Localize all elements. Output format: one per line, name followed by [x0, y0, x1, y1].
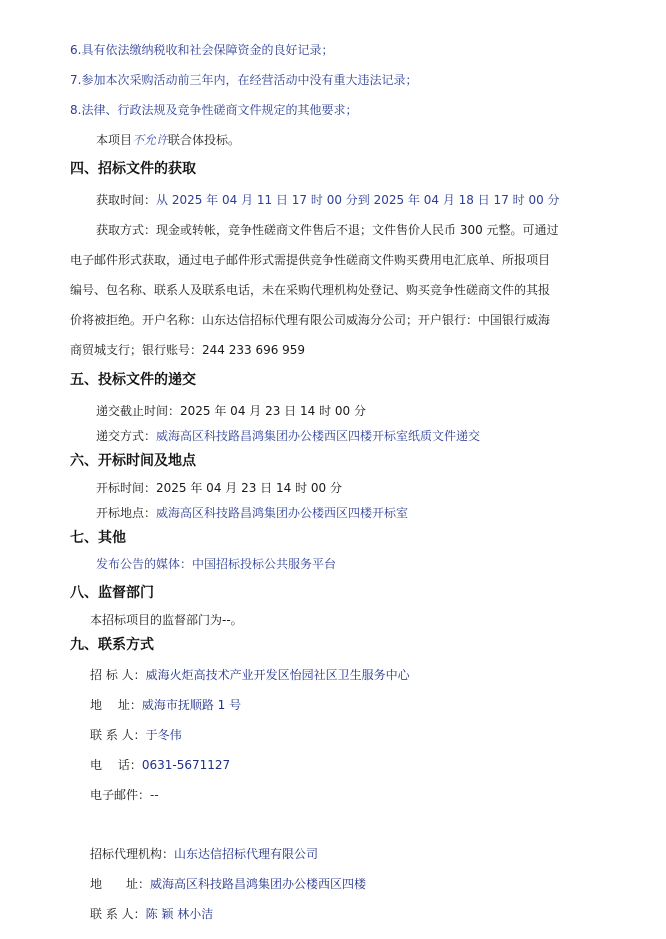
tenderer-contact-label: 联 系 人： — [90, 728, 146, 742]
opening-place-label: 开标地点： — [96, 506, 157, 520]
tenderer-value: 威海火炬高技术产业开发区怡园社区卫生服务中心 — [145, 668, 410, 682]
requirement-6: 6.具有依法缴纳税收和社会保障资金的良好记录； — [70, 43, 334, 57]
requirement-7: 7.参加本次采购活动前三年内，在经营活动中没有重大违法记录； — [70, 73, 418, 87]
tenderer-phone — [90, 757, 230, 773]
acquire-method-line-4: 价将被拒绝。开户名称：山东达信招标代理有限公司威海分公司；开户银行：中国银行威海 — [70, 313, 551, 327]
acquire-method-line-1: 获取方式：现金或转帐，竞争性磋商文件售后不退；文件售价人民币 300 元整。可通过 — [96, 223, 559, 237]
opening-place-value: 威海高区科技路昌鸿集团办公楼西区四楼开标室 — [156, 506, 409, 520]
consortium-suffix: 联合体投标。 — [168, 133, 241, 147]
agency-value: 山东达信招标代理有限公司 — [174, 847, 319, 861]
opening-time — [96, 480, 342, 496]
section-7-heading: 七、其他 — [70, 530, 126, 546]
agency-contact-value: 陈 颖 林小洁 — [145, 907, 214, 921]
tenderer-label: 招 标 人： — [90, 668, 146, 682]
tenderer-contact — [90, 727, 182, 743]
consortium-value: 不允许 — [132, 133, 169, 147]
supervision-text: 本招标项目的监督部门为--。 — [90, 613, 243, 627]
tenderer-email-value: -- — [150, 788, 159, 802]
acquire-method-line-2: 电子邮件形式获取，通过电子邮件形式需提供竞争性磋商文件购买费用电汇底单、所报项目 — [70, 253, 551, 267]
opening-time-value: 2025 年 04 月 23 日 14 时 00 分 — [156, 481, 342, 495]
tenderer-email — [90, 787, 159, 803]
section-5-heading: 五、投标文件的递交 — [70, 372, 196, 388]
section-8-heading: 八、监督部门 — [70, 585, 154, 601]
section-9-heading: 九、联系方式 — [70, 637, 154, 653]
submit-method-label: 递交方式： — [96, 429, 157, 443]
submit-method-value: 威海高区科技路昌鸿集团办公楼西区四楼开标室纸质文件递交 — [156, 429, 481, 443]
acquire-time — [96, 192, 560, 208]
submit-deadline — [96, 403, 366, 419]
agency-contact-label: 联 系 人： — [90, 907, 146, 921]
tenderer — [90, 667, 410, 683]
tenderer-address-value: 威海市抚顺路 1 号 — [141, 698, 242, 712]
agency-address — [90, 876, 366, 892]
opening-place — [96, 505, 408, 521]
agency-contact — [90, 906, 213, 922]
agency-address-value: 威海高区科技路昌鸿集团办公楼西区四楼 — [150, 877, 367, 891]
submit-deadline-value: 2025 年 04 月 23 日 14 时 00 分 — [180, 404, 366, 418]
tenderer-phone-value: 0631-5671127 — [141, 758, 231, 772]
acquire-time-label: 获取时间： — [96, 193, 157, 207]
tenderer-phone-label: 电 话： — [90, 758, 142, 772]
opening-time-label: 开标时间： — [96, 481, 157, 495]
acquire-method-line-5: 商贸城支行；银行账号：244 233 696 959 — [70, 343, 306, 357]
tenderer-address — [90, 697, 241, 713]
tenderer-contact-value: 于冬伟 — [145, 728, 182, 742]
consortium-prefix: 本项目 — [96, 133, 133, 147]
acquire-method-line-3: 编号、包名称、联系人及联系电话，未在采购代理机构处登记、购买竞争性磋商文件的其报 — [70, 283, 551, 297]
requirement-8: 8.法律、行政法规及竞争性磋商文件规定的其他要求； — [70, 103, 358, 117]
section-4-heading: 四、招标文件的获取 — [70, 161, 196, 177]
submit-deadline-label: 递交截止时间： — [96, 404, 181, 418]
publish-media-value: 中国招标投标公共服务平台 — [192, 557, 337, 571]
agency-label: 招标代理机构： — [90, 847, 175, 861]
agency — [90, 846, 318, 862]
consortium-note — [96, 132, 240, 148]
submit-method — [96, 428, 480, 444]
publish-media-label: 发布公告的媒体： — [96, 557, 193, 571]
publish-media — [96, 556, 336, 572]
agency-address-label: 地 址： — [90, 877, 151, 891]
tenderer-email-label: 电子邮件： — [90, 788, 151, 802]
tenderer-address-label: 地 址： — [90, 698, 142, 712]
acquire-time-value: 从 2025 年 04 月 11 日 17 时 00 分到 2025 年 04 月 18 日 17 时 00 分 — [156, 193, 560, 207]
section-6-heading: 六、开标时间及地点 — [70, 453, 196, 469]
